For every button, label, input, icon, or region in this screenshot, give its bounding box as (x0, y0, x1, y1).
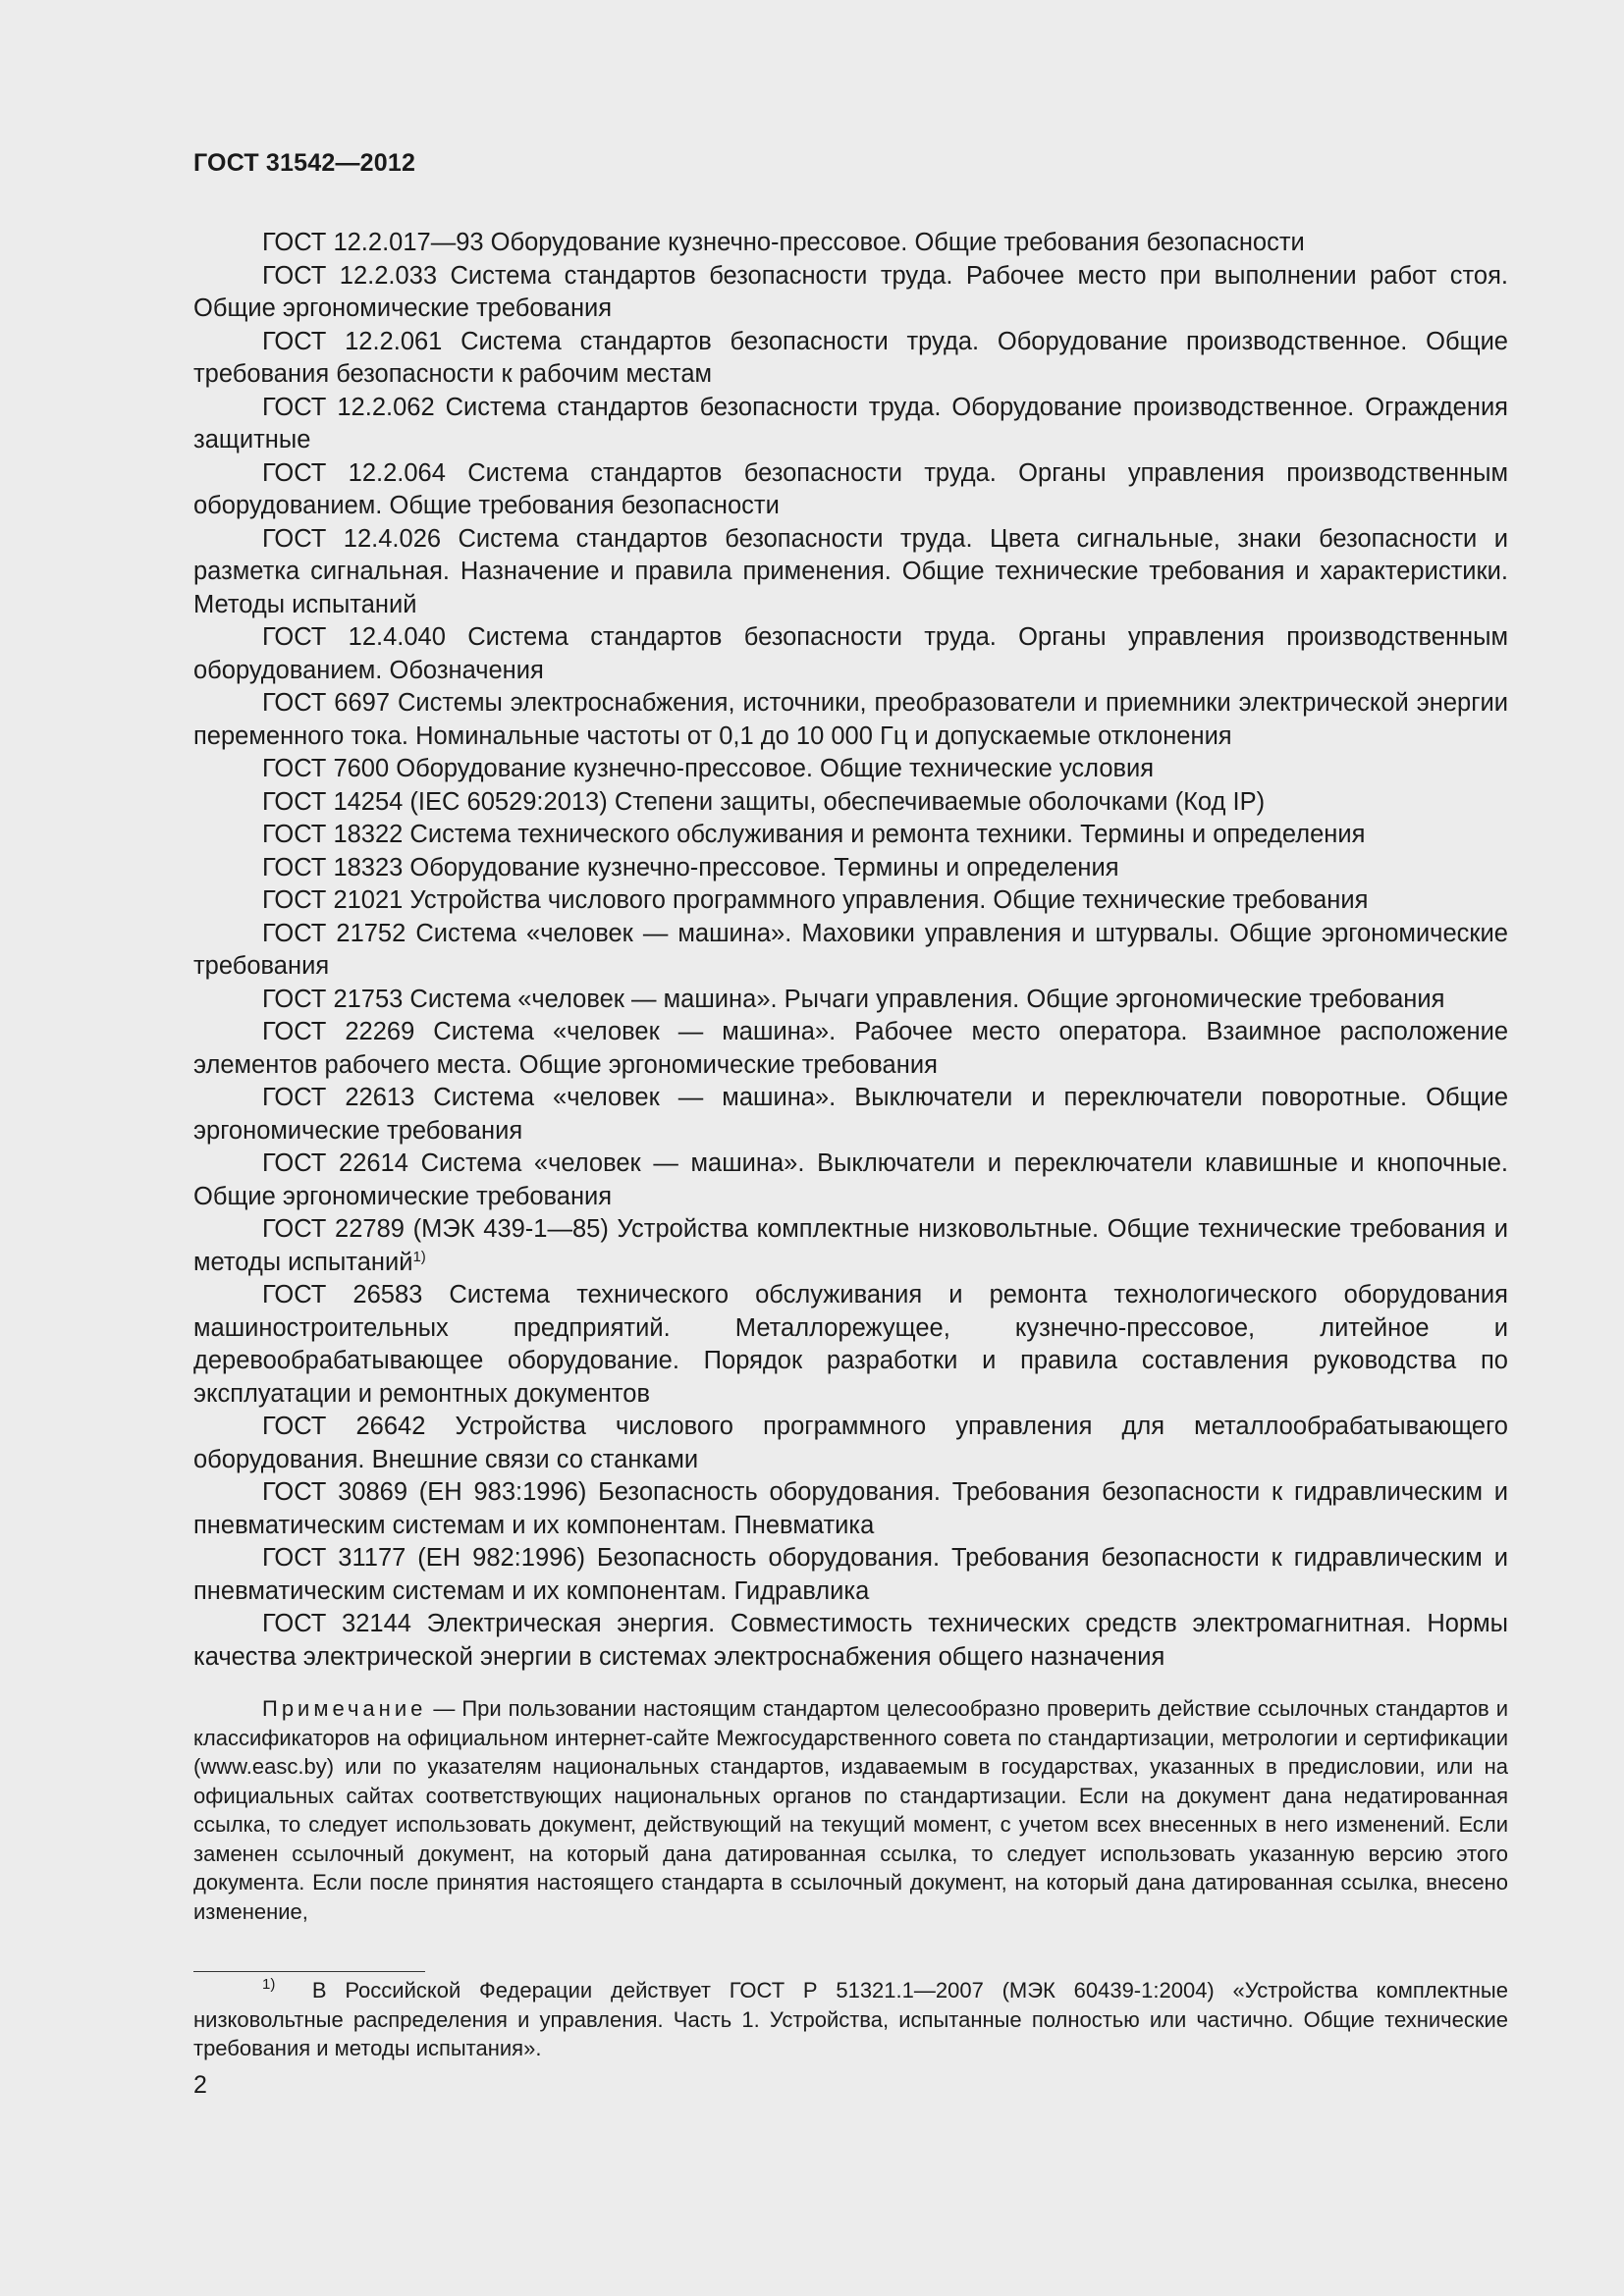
reference-item: ГОСТ 22789 (МЭК 439-1—85) Устройства комплектные низковольтные. Общие технические требования и методы испытаний$^{1)}$ (193, 1215, 1508, 1276)
page-number: 2 (193, 2071, 207, 2099)
reference-item: ГОСТ 12.4.026 Система стандартов безопасности труда. Цвета сигнальные, знаки безопасности и разметка сигнальная. Назначение и правила применения. Общие технические требования и характеристики. Методы испытаний (193, 524, 1508, 618)
note-dash: — (426, 1696, 462, 1721)
footnote-ref: 1) (412, 1248, 426, 1265)
reference-item: ГОСТ 30869 (ЕН 983:1996) Безопасность оборудования. Требования безопасности к гидравлическим и пневматическим системам и их компонентам. Пневматика (193, 1478, 1508, 1539)
reference-item: ГОСТ 31177 (ЕН 982:1996) Безопасность оборудования. Требования безопасности к гидравлическим и пневматическим системам и их компонентам. Гидравлика (193, 1544, 1508, 1605)
reference-item: ГОСТ 21021 Устройства числового программного управления. Общие технические требования (262, 886, 1369, 914)
reference-item: ГОСТ 22269 Система «человек — машина». Рабочее место оператора. Взаимное расположение элементов рабочего места. Общие эргономические требования (193, 1018, 1508, 1079)
reference-item: ГОСТ 21752 Система «человек — машина». Маховики управления и штурвалы. Общие эргономические требования (193, 919, 1508, 980)
reference-item: ГОСТ 12.4.040 Система стандартов безопасности труда. Органы управления производственным оборудованием. Обозначения (193, 623, 1508, 684)
reference-item: ГОСТ 22614 Система «человек — машина». Выключатели и переключатели клавишные и кнопочные. Общие эргономические требования (193, 1149, 1508, 1210)
reference-item: ГОСТ 6697 Системы электроснабжения, источники, преобразователи и приемники электрической энергии переменного тока. Номинальные частоты от 0,1 до 10 000 Гц и допускаемые отклонения (193, 689, 1508, 750)
reference-item: ГОСТ 22613 Система «человек — машина». Выключатели и переключатели поворотные. Общие эргономические требования (193, 1084, 1508, 1145)
reference-item: ГОСТ 12.2.061 Система стандартов безопасности труда. Оборудование производственное. Общие требования безопасности к рабочим местам (193, 327, 1508, 388)
reference-item: ГОСТ 12.2.062 Система стандартов безопасности труда. Оборудование производственное. Ограждения защитные (193, 393, 1508, 454)
reference-item: ГОСТ 7600 Оборудование кузнечно-прессовое. Общие технические условия (262, 755, 1155, 782)
reference-item: ГОСТ 26583 Система технического обслуживания и ремонта технологического оборудования машиностроительных предприятий. Металлорежущее, кузнечно-прессовое, литейное и деревообрабатывающее оборудование. Порядок разработки и правила составления руководства по эксплуатации и ремонтных документов (193, 1281, 1508, 1408)
footnote (193, 1976, 1508, 2063)
references-list (193, 227, 1508, 1674)
reference-item: ГОСТ 26642 Устройства числового программного управления для металлообрабатывающего оборудования. Внешние связи со станками (193, 1413, 1508, 1473)
note-text: При пользовании настоящим стандартом целесообразно проверить действие ссылочных стандартов и классификаторов на официальном интернет-сайте Межгосударственного совета по стандартизации, метрологии и сертификации (www.easc.by) или по указателям национальных стандартов, издаваемым в государствах, указанных в предисловии, или на официальных сайтах соответствующих национальных органов по стандартизации. Если на документ дана недатированная ссылка, то следует использовать документ, действующий на текущий момент, с учетом всех внесенных в него изменений. Если заменен ссылочный документ, на который дана датированная ссылка, то следует использовать указанную версию этого документа. Если после принятия настоящего стандарта в ссылочный документ, на который дана датированная ссылка, внесено изменение, (193, 1696, 1508, 1924)
reference-item: ГОСТ 18322 Система технического обслуживания и ремонта техники. Термины и определения (262, 821, 1366, 848)
footnote-divider (193, 1971, 425, 1972)
note-label: Примечание (262, 1696, 427, 1721)
reference-item: ГОСТ 12.2.064 Система стандартов безопасности труда. Органы управления производственным оборудованием. Общие требования безопасности (193, 458, 1508, 519)
reference-item: ГОСТ 12.2.017—93 Оборудование кузнечно-прессовое. Общие требования безопасности (262, 229, 1305, 256)
reference-item: ГОСТ 21753 Система «человек — машина». Рычаги управления. Общие эргономические требования (262, 985, 1445, 1013)
footnote-marker: 1) (262, 1976, 276, 1993)
footnote-text: В Российской Федерации действует ГОСТ Р 51321.1—2007 (МЭК 60439-1:2004) «Устройства комплектные низковольтные распределения и управления. Часть 1. Устройства, испытанные полностью или частично. Общие технические требования и методы испытания». (193, 1978, 1508, 2060)
reference-item: ГОСТ 32144 Электрическая энергия. Совместимость технических средств электромагнитная. Нормы качества электрической энергии в системах электроснабжения общего назначения (193, 1610, 1508, 1671)
document-header: ГОСТ 31542—2012 (193, 149, 416, 177)
reference-item: ГОСТ 12.2.033 Система стандартов безопасности труда. Рабочее место при выполнении работ стоя. Общие эргономические требования (193, 261, 1508, 322)
reference-item: ГОСТ 18323 Оборудование кузнечно-прессовое. Термины и определения (262, 853, 1119, 881)
note-paragraph (193, 1694, 1508, 1926)
reference-item: ГОСТ 14254 (IEC 60529:2013) Степени защиты, обеспечиваемые оболочками (Код IP) (262, 787, 1266, 816)
